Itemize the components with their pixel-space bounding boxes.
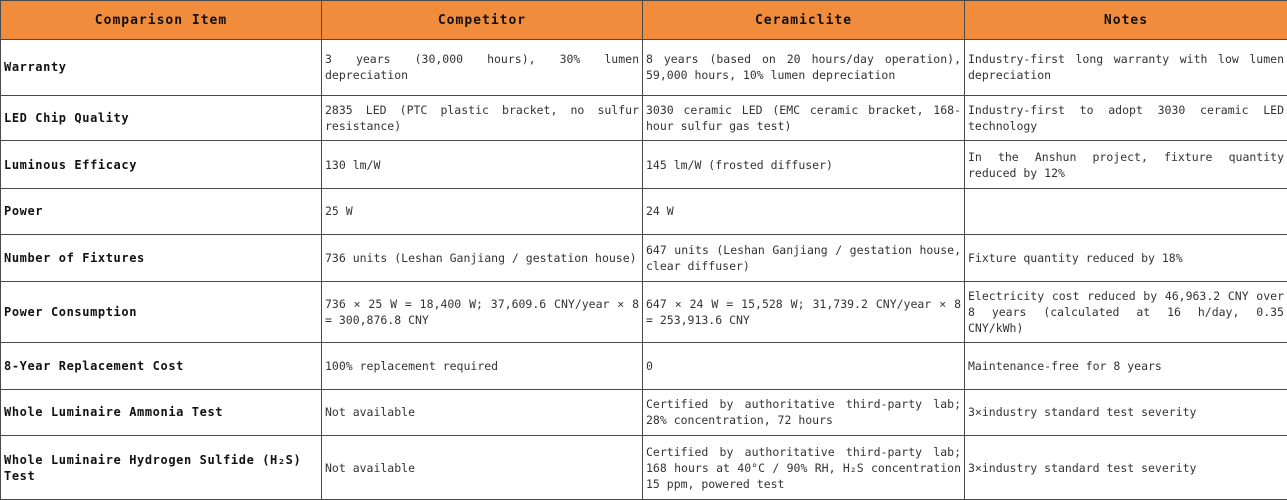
table-row bbox=[1, 188, 1287, 234]
notes-cell: Electricity cost reduced by 46,963.2 CNY over 8 years (calculated at 16 h/day, 0.35 CNY/kWh) bbox=[965, 282, 1287, 343]
ceramiclite-cell: 0 bbox=[643, 342, 965, 389]
competitor-cell: 3 years (30,000 hours), 30% lumen depreciation bbox=[322, 40, 643, 96]
ceramiclite-cell: 8 years (based on 20 hours/day operation), 59,000 hours, 10% lumen depreciation bbox=[643, 40, 965, 96]
ceramiclite-cell: 647 × 24 W = 15,528 W; 31,739.2 CNY/year × 8 = 253,913.6 CNY bbox=[643, 282, 965, 343]
notes-cell: Industry-first to adopt 3030 ceramic LED technology bbox=[965, 95, 1287, 141]
ceramiclite-cell: 145 lm/W (frosted diffuser) bbox=[643, 141, 965, 189]
competitor-cell: 736 units (Leshan Ganjiang / gestation house) bbox=[322, 234, 643, 282]
row-item-cell: Whole Luminaire Hydrogen Sulfide (H₂S) Test bbox=[1, 436, 322, 500]
header-row bbox=[1, 1, 1287, 40]
competitor-cell: Not available bbox=[322, 436, 643, 500]
header-comparison-item: Comparison Item bbox=[1, 1, 322, 40]
header-competitor: Competitor bbox=[322, 1, 643, 40]
ceramiclite-cell: 24 W bbox=[643, 188, 965, 234]
row-item-cell: Luminous Efficacy bbox=[1, 141, 322, 189]
competitor-cell: 100% replacement required bbox=[322, 342, 643, 389]
row-item-cell: Whole Luminaire Ammonia Test bbox=[1, 389, 322, 436]
notes-cell: 3×industry standard test severity bbox=[965, 389, 1287, 436]
competitor-cell: Not available bbox=[322, 389, 643, 436]
ceramiclite-cell: Certified by authoritative third-party lab; 168 hours at 40°C / 90% RH, H₂S concentration 15 ppm, powered test bbox=[643, 436, 965, 500]
table-row bbox=[1, 436, 1287, 500]
row-item-cell: Power Consumption bbox=[1, 282, 322, 343]
header-notes: Notes bbox=[965, 1, 1287, 40]
row-item-cell: LED Chip Quality bbox=[1, 95, 322, 141]
notes-cell: Fixture quantity reduced by 18% bbox=[965, 234, 1287, 282]
header-ceramiclite: Ceramiclite bbox=[643, 1, 965, 40]
row-item-cell: Power bbox=[1, 188, 322, 234]
notes-cell: Industry-first long warranty with low lumen depreciation bbox=[965, 40, 1287, 96]
competitor-cell: 736 × 25 W = 18,400 W; 37,609.6 CNY/year × 8 = 300,876.8 CNY bbox=[322, 282, 643, 343]
table-row bbox=[1, 234, 1287, 282]
row-item-cell: 8-Year Replacement Cost bbox=[1, 342, 322, 389]
row-item-cell: Number of Fixtures bbox=[1, 234, 322, 282]
table-row bbox=[1, 141, 1287, 189]
competitor-cell: 25 W bbox=[322, 188, 643, 234]
notes-cell: Maintenance-free for 8 years bbox=[965, 342, 1287, 389]
notes-cell: In the Anshun project, fixture quantity reduced by 12% bbox=[965, 141, 1287, 189]
competitor-cell: 130 lm/W bbox=[322, 141, 643, 189]
notes-cell bbox=[965, 188, 1287, 234]
table-row bbox=[1, 282, 1287, 343]
table-row bbox=[1, 342, 1287, 389]
table-row bbox=[1, 40, 1287, 96]
row-item-cell: Warranty bbox=[1, 40, 322, 96]
ceramiclite-cell: 3030 ceramic LED (EMC ceramic bracket, 168-hour sulfur gas test) bbox=[643, 95, 965, 141]
competitor-cell: 2835 LED (PTC plastic bracket, no sulfur resistance) bbox=[322, 95, 643, 141]
notes-cell: 3×industry standard test severity bbox=[965, 436, 1287, 500]
table-row bbox=[1, 389, 1287, 436]
ceramiclite-cell: 647 units (Leshan Ganjiang / gestation house, clear diffuser) bbox=[643, 234, 965, 282]
ceramiclite-cell: Certified by authoritative third-party lab; 28% concentration, 72 hours bbox=[643, 389, 965, 436]
table-row bbox=[1, 95, 1287, 141]
